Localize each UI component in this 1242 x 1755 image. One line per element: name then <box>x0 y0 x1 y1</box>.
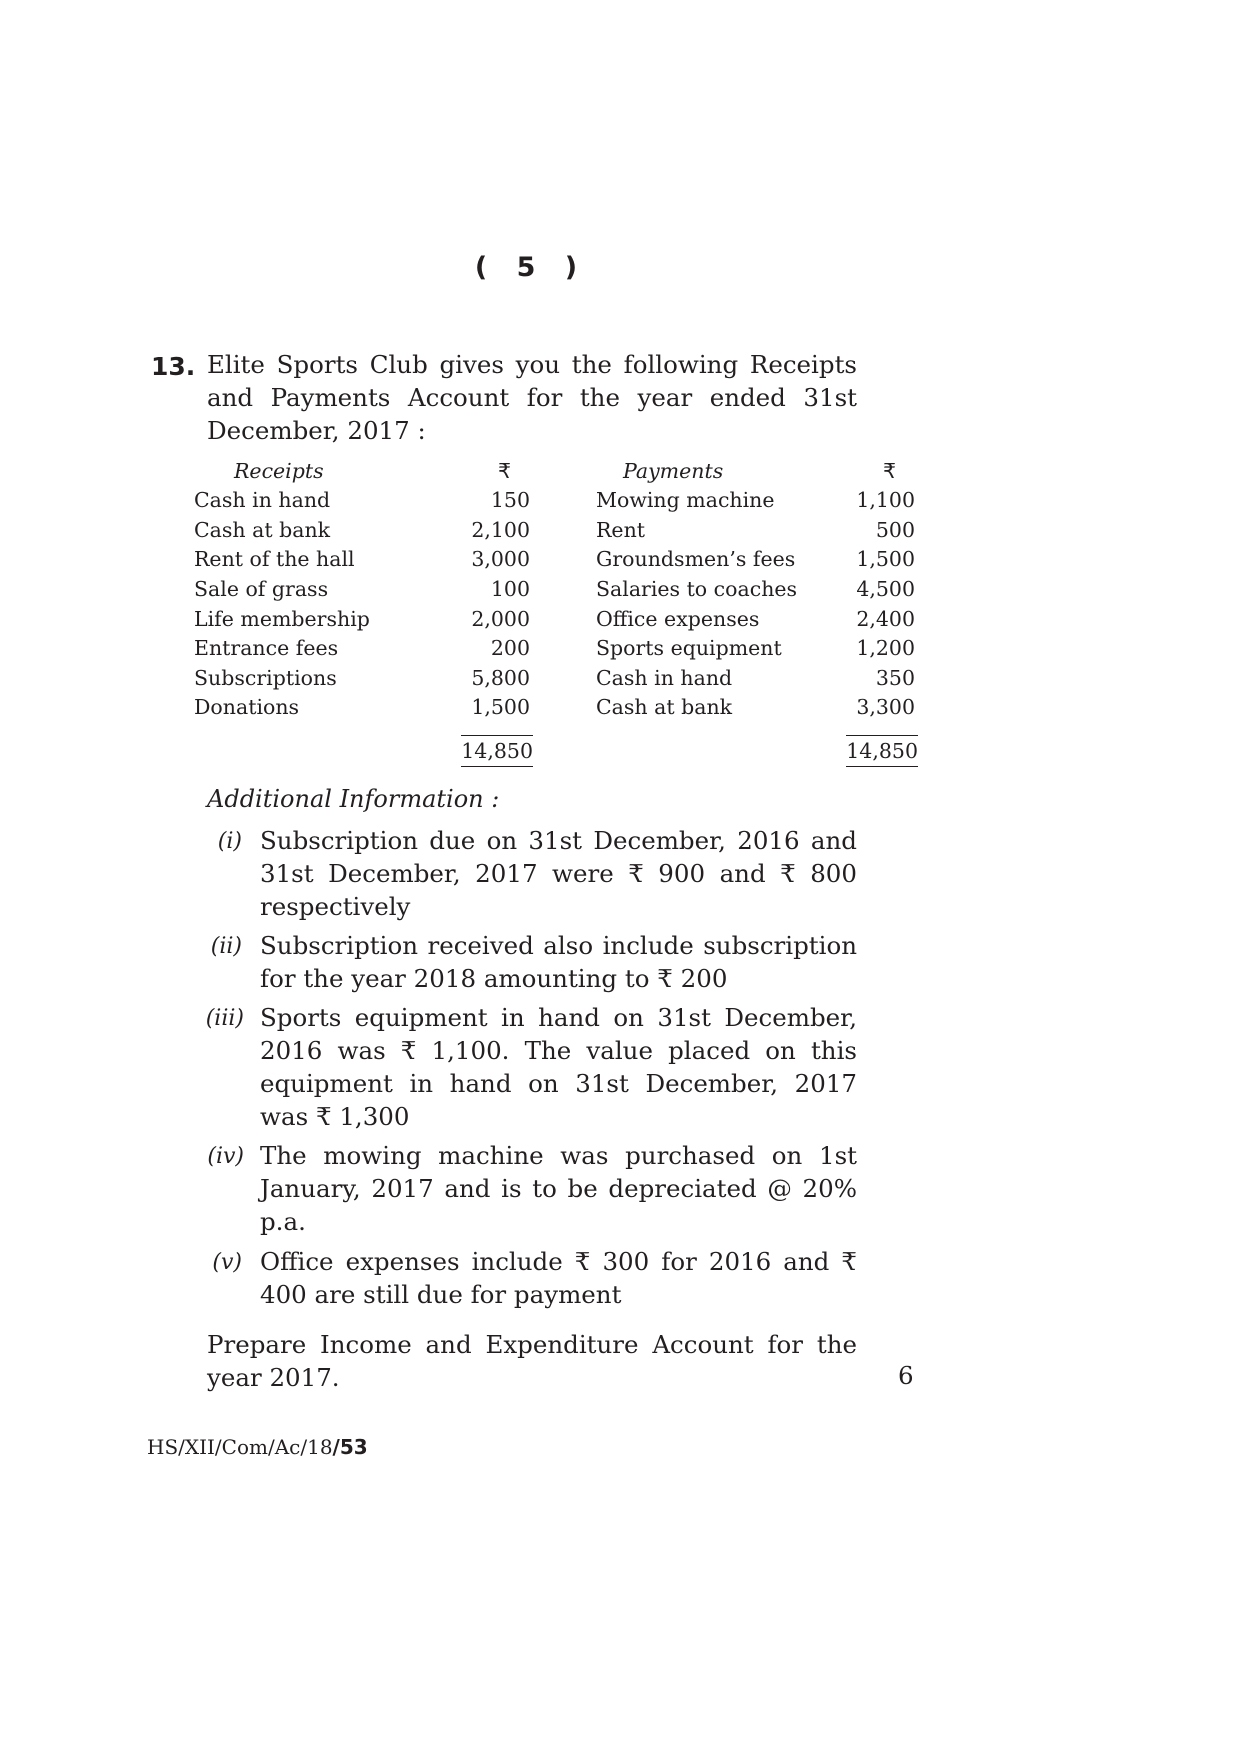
payment-label: Mowing machine <box>596 488 775 512</box>
receipt-amount: 2,000 <box>471 607 530 631</box>
item-label: (ii) <box>210 934 242 959</box>
question-number: 13. <box>151 352 196 381</box>
payment-amount: 2,400 <box>856 607 915 631</box>
receipt-label: Cash at bank <box>194 518 331 542</box>
item-text: Subscription received also include subscription for the year 2018 amounting to ₹ 200 <box>260 931 857 993</box>
footer-code <box>147 1435 368 1459</box>
footer-code-text: HS/XII/Com/Ac/18 <box>147 1435 333 1459</box>
item-label: (v) <box>212 1250 242 1275</box>
item-text: Subscription due on 31st December, 2016 and 31st December, 2017 were ₹ 900 and ₹ 800 respectively <box>260 826 857 921</box>
payment-label: Office expenses <box>596 607 760 631</box>
instruction: Prepare Income and Expenditure Account for the year 2017. <box>207 1330 857 1392</box>
receipt-label: Entrance fees <box>194 636 339 660</box>
receipt-amount: 5,800 <box>471 666 530 690</box>
receipt-amount: 2,100 <box>471 518 530 542</box>
payment-label: Cash at bank <box>596 695 733 719</box>
item-label: (iv) <box>207 1144 244 1169</box>
payment-amount: 1,100 <box>856 488 915 512</box>
receipts-total: 14,850 <box>461 735 533 767</box>
marks: 6 <box>898 1361 914 1390</box>
payment-amount: 3,300 <box>856 695 915 719</box>
item-text: Office expenses include ₹ 300 for 2016 and ₹ 400 are still due for payment <box>260 1247 857 1309</box>
receipt-label: Donations <box>194 695 300 719</box>
receipts-currency-symbol: ₹ <box>498 459 512 483</box>
payment-amount: 500 <box>875 518 915 542</box>
receipt-label: Sale of grass <box>194 577 329 601</box>
receipt-amount: 150 <box>490 488 530 512</box>
item-label: (iii) <box>205 1006 244 1031</box>
receipt-label: Cash in hand <box>194 488 331 512</box>
receipt-amount: 100 <box>490 577 530 601</box>
payment-label: Groundsmen’s fees <box>596 547 796 571</box>
payment-label: Rent <box>596 518 646 542</box>
question-intro: Elite Sports Club gives you the following Receipts and Payments Account for the year ended 31st December, 2017 : <box>207 350 857 445</box>
receipt-amount: 200 <box>490 636 530 660</box>
receipt-amount: 3,000 <box>471 547 530 571</box>
payment-amount: 4,500 <box>856 577 915 601</box>
payment-label: Sports equipment <box>596 636 782 660</box>
item-text: The mowing machine was purchased on 1st January, 2017 and is to be depreciated @ 20% p.a. <box>260 1141 857 1236</box>
receipts-header: Receipts <box>234 459 324 483</box>
payment-amount: 1,500 <box>856 547 915 571</box>
page-number: ( 5 ) <box>474 252 588 283</box>
receipt-label: Rent of the hall <box>194 547 355 571</box>
item-text: Sports equipment in hand on 31st December, 2016 was ₹ 1,100. The value placed on this equipment in hand on 31st December, 2017 was ₹ 1,300 <box>260 1003 857 1131</box>
additional-information-heading: Additional Information : <box>207 785 500 813</box>
payments-header: Payments <box>623 459 724 483</box>
payment-label: Cash in hand <box>596 666 733 690</box>
footer-page-code: /53 <box>332 1435 368 1459</box>
payment-amount: 1,200 <box>856 636 915 660</box>
payment-amount: 350 <box>875 666 915 690</box>
receipt-label: Subscriptions <box>194 666 337 690</box>
item-label: (i) <box>217 829 242 854</box>
payment-label: Salaries to coaches <box>596 577 798 601</box>
receipt-label: Life membership <box>194 607 370 631</box>
receipt-amount: 1,500 <box>471 695 530 719</box>
payments-total: 14,850 <box>846 735 918 767</box>
payments-currency-symbol: ₹ <box>883 459 897 483</box>
